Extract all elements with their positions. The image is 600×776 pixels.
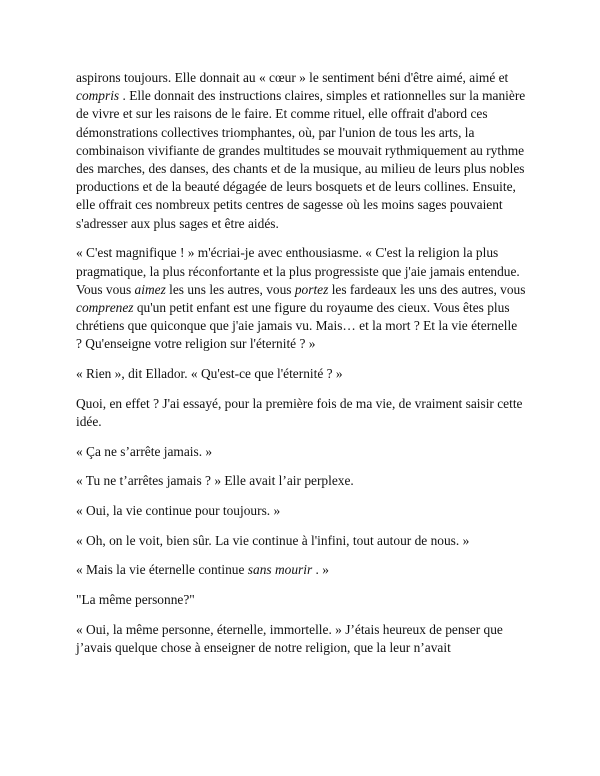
text-run: les uns les autres, vous bbox=[165, 281, 295, 297]
text-run: "La même personne?" bbox=[76, 592, 195, 608]
text-run: « C'est magnifique ! » m'écriai-je avec enthousiasme. « C'est la religion la plus pragmatique, la plus réconfortante et la plus progressiste que j'aie jamais entendue. Vous vous bbox=[76, 245, 520, 297]
paragraph bbox=[76, 502, 526, 520]
paragraph bbox=[76, 472, 526, 490]
paragraph bbox=[76, 443, 526, 461]
text-run: . Elle donnait des instructions claires, simples et rationnelles sur la manière de vivre et sur les raisons de le faire. Et comme rituel, elle offrait d'abord ces démonstrations collectives triomphantes, où, par l'union de tous les arts, la combinaison vivifiante de grandes multitudes se mouvait rythmiquement au rythme des marches, des danses, des chants et de la musique, au milieu de leurs plus nobles productions et de la beauté dégagée de leurs bosquets et de leurs collines. Ensuite, elle offrait ces nombreux petits centres de sagesse où les moins sages pouvaient s'adresser aux plus sages et être aidés. bbox=[76, 88, 526, 231]
italic-text: aimez bbox=[134, 281, 166, 297]
text-run: . » bbox=[312, 562, 329, 578]
paragraph bbox=[76, 532, 526, 550]
text-run: Quoi, en effet ? J'ai essayé, pour la première fois de ma vie, de vraiment saisir cette idée. bbox=[76, 395, 523, 429]
text-run: « Oh, on le voit, bien sûr. La vie continue à l'infini, tout autour de nous. » bbox=[76, 532, 470, 548]
text-run: qu'un petit enfant est une figure du royaume des cieux. Vous êtes plus chrétiens que quiconque que j'aie jamais vu. Mais… et la mort ? Et la vie éternelle ? Qu'enseigne votre religion sur l'éternité ? » bbox=[76, 299, 518, 352]
text-run: « Oui, la même personne, éternelle, immortelle. » J’étais heureux de penser que j’avais quelque chose à enseigner de notre religion, que la leur n’avait bbox=[76, 621, 503, 656]
text-run: aspirons toujours. Elle donnait au « cœur » le sentiment béni d'être aimé, aimé et bbox=[76, 70, 509, 85]
italic-text: sans mourir bbox=[247, 562, 313, 578]
page-body bbox=[76, 69, 526, 669]
text-run: « Tu ne t’arrêtes jamais ? » Elle avait l’air perplexe. bbox=[76, 473, 354, 489]
paragraph bbox=[76, 561, 526, 579]
text-run: « Ça ne s’arrête jamais. » bbox=[76, 443, 213, 459]
italic-text: comprenez bbox=[76, 299, 134, 315]
paragraph bbox=[76, 395, 526, 431]
paragraph bbox=[76, 365, 526, 383]
italic-text: compris bbox=[76, 88, 120, 104]
text-run: « Oui, la vie continue pour toujours. » bbox=[76, 503, 281, 519]
text-run: les fardeaux les uns des autres, vous bbox=[328, 281, 526, 297]
paragraph bbox=[76, 591, 526, 609]
paragraph bbox=[76, 621, 526, 657]
text-run: « Rien », dit Ellador. « Qu'est-ce que l'éternité ? » bbox=[76, 366, 343, 382]
paragraph bbox=[76, 69, 526, 233]
text-run: « Mais la vie éternelle continue bbox=[76, 562, 248, 578]
italic-text: portez bbox=[294, 281, 329, 297]
paragraph bbox=[76, 244, 526, 353]
